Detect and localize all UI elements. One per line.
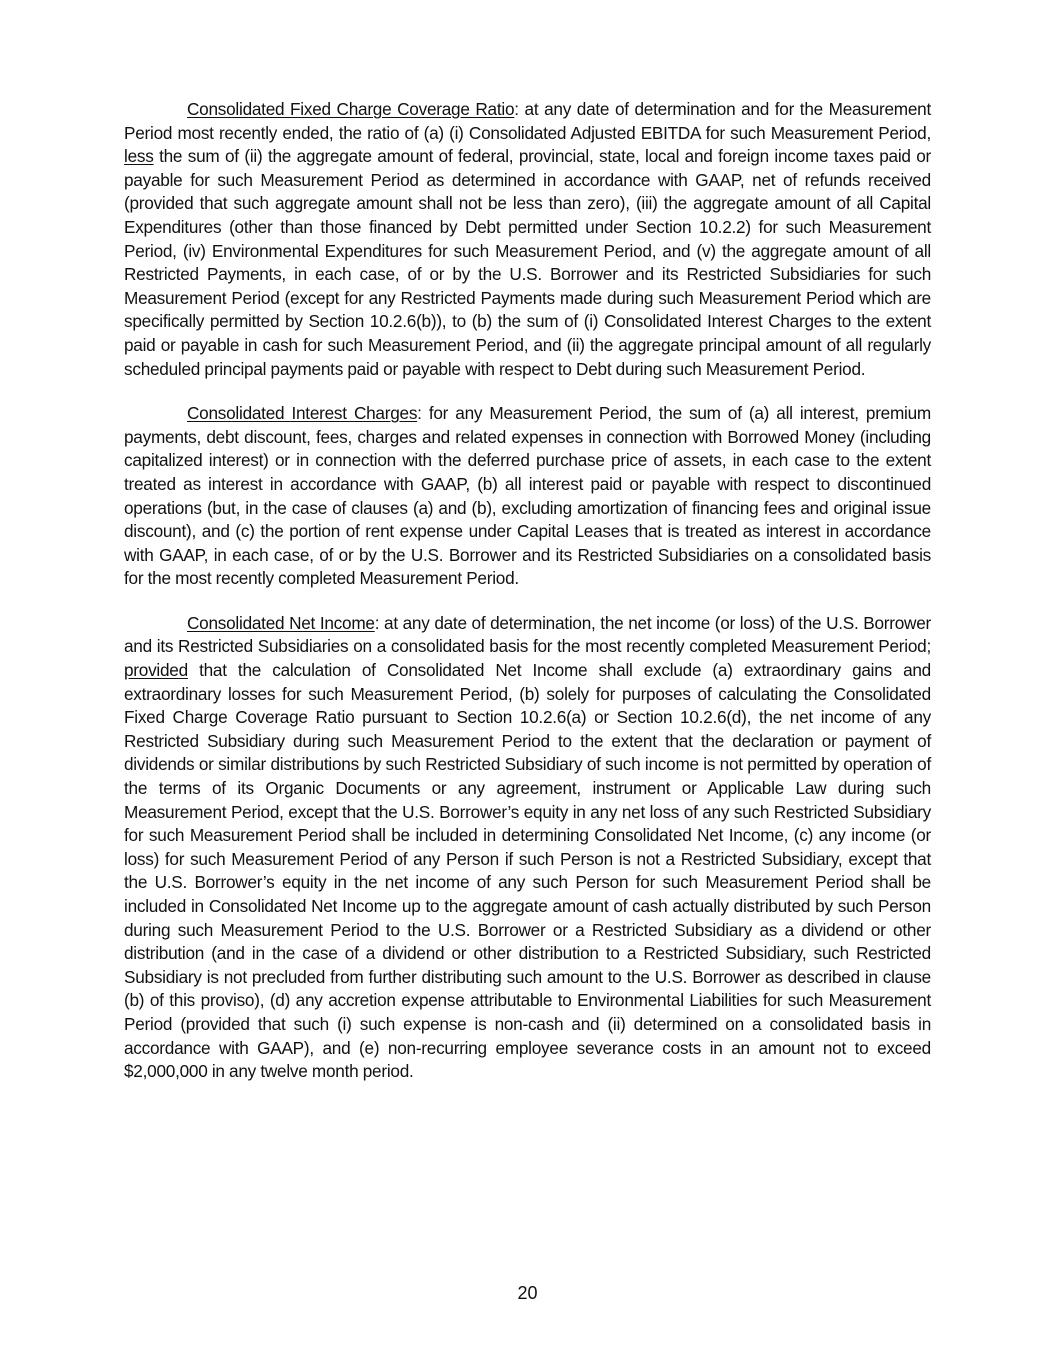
defined-term: Consolidated Net Income bbox=[187, 612, 375, 633]
definition-paragraph-net-income bbox=[124, 612, 931, 1084]
definition-text: : for any Measurement Period, the sum of (a) all interest, premium payments, debt discount, fees, charges and related expenses in connection with Borrowed Money (including capitalized interest) or in connection with the deferred purchase price of assets, in each case to the extent treated as interest in accordance with GAAP, (b) all interest paid or payable with respect to discontinued operations (but, in the case of clauses (a) and (b), excluding amortization of financing fees and original issue discount), and (c) the portion of rent expense under Capital Leases that is treated as interest in accordance with GAAP, in each case, of or by the U.S. Borrower and its Restricted Subsidiaries on a consolidated basis for the most recently completed Measurement Period. bbox=[124, 403, 932, 589]
underlined-word: provided bbox=[124, 660, 188, 681]
definition-text: the sum of (ii) the aggregate amount of federal, provincial, state, local and foreign income taxes paid or payable for such Measurement Period as determined in accordance with GAAP, net of refunds received (provided that such aggregate amount shall not be less than zero), (iii) the aggregate amount of all Capital Expenditures (other than those financed by Debt permitted under Section 10.2.2) for such Measurement Period, (iv) Environmental Expenditures for such Measurement Period, and (v) the aggregate amount of all Restricted Payments, in each case, of or by the U.S. Borrower and its Restricted Subsidiaries for such Measurement Period (except for any Restricted Payments made during such Measurement Period which are specifically permitted by Section 10.2.6(b)), to (b) the sum of (i) Consolidated Interest Charges to the extent paid or payable in cash for such Measurement Period, and (ii) the aggregate principal amount of all regularly scheduled principal payments paid or payable with respect to Debt during such Measurement Period. bbox=[124, 146, 931, 379]
definition-text: that the calculation of Consolidated Net Income shall exclude (a) extraordinary gains and extraordinary losses for such Measurement Period, (b) solely for purposes of calculating the Consolidated Fixed Charge Coverage Ratio pursuant to Section 10.2.6(a) or Section 10.2.6(d), the net income of any Restricted Subsidiary during such Measurement Period to the extent that the declaration or payment of dividends or similar distributions by such Restricted Subsidiary of such income is not permitted by operation of the terms of its Organic Documents or any agreement, instrument or Applicable Law during such Measurement Period, except that the U.S. Borrower’s equity in any net loss of any such Restricted Subsidiary for such Measurement Period shall be included in determining Consolidated Net Income, (c) any income (or loss) for such Measurement Period of any Person if such Person is not a Restricted Subsidiary, except that the U.S. Borrower’s equity in the net income of any such Person for such Measurement Period shall be included in Consolidated Net Income up to the aggregate amount of cash actually distributed by such Person during such Measurement Period to the U.S. Borrower or a Restricted Subsidiary as a dividend or other distribution (and in the case of a dividend or other distribution to a Restricted Subsidiary, such Restricted Subsidiary is not precluded from further distributing such amount to the U.S. Borrower as described in clause (b) of this proviso), (d) any accretion expense attributable to Environmental Liabilities for such Measurement Period (provided that such (i) such expense is non-cash and (ii) determined on a consolidated basis in accordance with GAAP), and (e) non-recurring employee severance costs in an amount not to exceed $2,000,000 in any twelve month period. bbox=[124, 660, 931, 1082]
document-body bbox=[124, 98, 931, 1105]
defined-term: Consolidated Interest Charges bbox=[187, 403, 418, 424]
definition-paragraph-fixed-charge-coverage-ratio bbox=[124, 98, 931, 381]
definition-text: : at any date of determination and for the Measurement Period most recently ended, the ratio of (a) (i) Consolidated Adjusted EBITDA for such Measurement Period, bbox=[124, 99, 931, 143]
defined-term: Consolidated Fixed Charge Coverage Ratio bbox=[187, 99, 515, 119]
page-number: 20 bbox=[517, 1283, 538, 1303]
underlined-word: less bbox=[124, 146, 154, 167]
definition-text: : at any date of determination, the net income (or loss) of the U.S. Borrower and its Restricted Subsidiaries on a consolidated basis for the most recently completed Measurement Period; bbox=[124, 612, 931, 657]
definition-paragraph-interest-charges bbox=[124, 402, 931, 591]
